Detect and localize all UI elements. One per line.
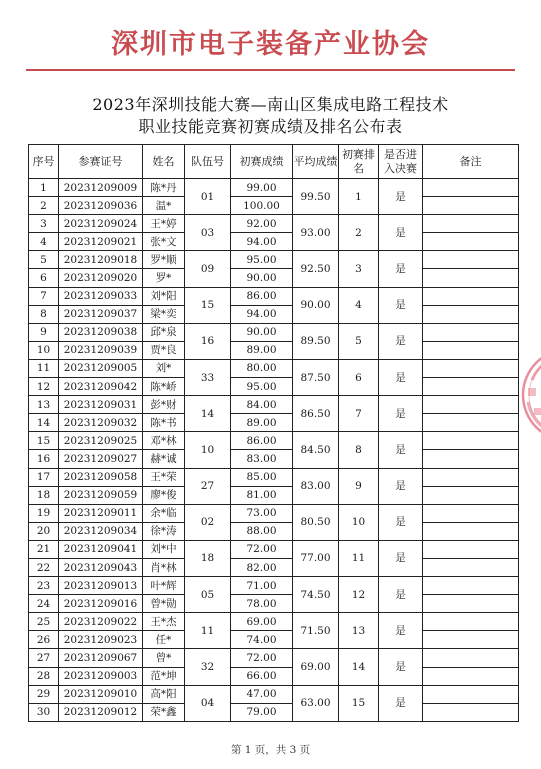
cell-seq: 26 (29, 631, 59, 649)
cell-remark (423, 577, 519, 595)
table-row (29, 432, 519, 450)
cell-score: 71.00 (231, 577, 293, 595)
cell-team: 18 (185, 540, 231, 576)
cell-average: 69.00 (293, 649, 339, 685)
cell-rank: 3 (339, 251, 379, 287)
col-header-remark: 备注 (423, 145, 519, 179)
table-row (29, 414, 519, 432)
document-title-line-2: 职业技能竞赛初赛成绩及排名公布表 (138, 117, 403, 136)
cell-score: 72.00 (231, 649, 293, 667)
cell-rank: 5 (339, 323, 379, 359)
cell-average: 92.50 (293, 251, 339, 287)
table-row (29, 540, 519, 558)
cell-score: 72.00 (231, 540, 293, 558)
cell-cert-id: 20231209058 (59, 468, 143, 486)
cell-team: 09 (185, 251, 231, 287)
cell-team: 27 (185, 468, 231, 504)
cell-cert-id: 20231209033 (59, 287, 143, 305)
cell-name: 邱*泉 (143, 323, 185, 341)
cell-final: 是 (379, 251, 423, 287)
cell-name: 徐*涛 (143, 522, 185, 540)
cell-cert-id: 20231209042 (59, 378, 143, 396)
cell-team: 02 (185, 504, 231, 540)
cell-name: 陈*丹 (143, 179, 185, 197)
cell-seq: 3 (29, 215, 59, 233)
cell-rank: 6 (339, 359, 379, 395)
cell-remark (423, 649, 519, 667)
cell-seq: 1 (29, 179, 59, 197)
cell-score: 84.00 (231, 396, 293, 414)
cell-seq: 14 (29, 414, 59, 432)
header-divider (26, 69, 515, 71)
cell-team: 32 (185, 649, 231, 685)
cell-cert-id: 20231209041 (59, 540, 143, 558)
table-row (29, 378, 519, 396)
cell-score: 73.00 (231, 504, 293, 522)
cell-final: 是 (379, 540, 423, 576)
cell-cert-id: 20231209010 (59, 685, 143, 703)
cell-score: 90.00 (231, 269, 293, 287)
cell-remark (423, 179, 519, 197)
col-header-average: 平均成绩 (293, 145, 339, 179)
cell-average: 87.50 (293, 359, 339, 395)
cell-score: 79.00 (231, 703, 293, 721)
cell-name: 高*阳 (143, 685, 185, 703)
col-header-rank: 初赛排名 (339, 145, 379, 179)
cell-cert-id: 20231209005 (59, 359, 143, 377)
results-table-body (29, 179, 519, 722)
cell-final: 是 (379, 359, 423, 395)
cell-final: 是 (379, 613, 423, 649)
cell-cert-id: 20231209023 (59, 631, 143, 649)
cell-cert-id: 20231209009 (59, 179, 143, 197)
cell-rank: 11 (339, 540, 379, 576)
cell-average: 84.50 (293, 432, 339, 468)
col-header-score: 初赛成绩 (231, 145, 293, 179)
cell-final: 是 (379, 649, 423, 685)
cell-rank: 7 (339, 396, 379, 432)
cell-name: 王*婷 (143, 215, 185, 233)
cell-rank: 12 (339, 577, 379, 613)
cell-final: 是 (379, 179, 423, 215)
cell-name: 邓*林 (143, 432, 185, 450)
cell-average: 90.00 (293, 287, 339, 323)
cell-seq: 12 (29, 378, 59, 396)
cell-score: 89.00 (231, 341, 293, 359)
cell-score: 66.00 (231, 667, 293, 685)
cell-name: 刘* (143, 359, 185, 377)
cell-rank: 15 (339, 685, 379, 721)
col-header-team: 队伍号 (185, 145, 231, 179)
table-row (29, 595, 519, 613)
cell-team: 14 (185, 396, 231, 432)
cell-cert-id: 20231209025 (59, 432, 143, 450)
cell-remark (423, 414, 519, 432)
cell-remark (423, 305, 519, 323)
cell-final: 是 (379, 685, 423, 721)
cell-remark (423, 595, 519, 613)
cell-remark (423, 631, 519, 649)
cell-cert-id: 20231209039 (59, 341, 143, 359)
table-row (29, 468, 519, 486)
cell-remark (423, 269, 519, 287)
cell-cert-id: 20231209037 (59, 305, 143, 323)
table-row (29, 649, 519, 667)
cell-name: 范*坤 (143, 667, 185, 685)
cell-cert-id: 20231209024 (59, 215, 143, 233)
cell-rank: 14 (339, 649, 379, 685)
cell-rank: 9 (339, 468, 379, 504)
cell-score: 86.00 (231, 287, 293, 305)
cell-remark (423, 432, 519, 450)
table-row (29, 251, 519, 269)
cell-remark (423, 468, 519, 486)
cell-team: 01 (185, 179, 231, 215)
cell-team: 15 (185, 287, 231, 323)
cell-score: 88.00 (231, 522, 293, 540)
cell-rank: 4 (339, 287, 379, 323)
cell-name: 罗*顺 (143, 251, 185, 269)
cell-seq: 18 (29, 486, 59, 504)
cell-remark (423, 215, 519, 233)
cell-average: 63.00 (293, 685, 339, 721)
cell-name: 贾*良 (143, 341, 185, 359)
cell-score: 74.00 (231, 631, 293, 649)
table-row (29, 504, 519, 522)
cell-remark (423, 504, 519, 522)
cell-seq: 21 (29, 540, 59, 558)
cell-cert-id: 20231209013 (59, 577, 143, 595)
col-header-final: 是否进入决赛 (379, 145, 423, 179)
cell-remark (423, 522, 519, 540)
cell-score: 95.00 (231, 378, 293, 396)
cell-final: 是 (379, 215, 423, 251)
cell-rank: 2 (339, 215, 379, 251)
cell-name: 王*荣 (143, 468, 185, 486)
cell-remark (423, 287, 519, 305)
cell-team: 33 (185, 359, 231, 395)
cell-average: 86.50 (293, 396, 339, 432)
cell-rank: 13 (339, 613, 379, 649)
cell-score: 100.00 (231, 197, 293, 215)
table-row (29, 486, 519, 504)
cell-name: 刘*中 (143, 540, 185, 558)
table-row (29, 215, 519, 233)
cell-team: 04 (185, 685, 231, 721)
cell-score: 95.00 (231, 251, 293, 269)
table-row (29, 685, 519, 703)
cell-cert-id: 20231209038 (59, 323, 143, 341)
cell-name: 任* (143, 631, 185, 649)
cell-remark (423, 251, 519, 269)
cell-score: 78.00 (231, 595, 293, 613)
cell-cert-id: 20231209032 (59, 414, 143, 432)
cell-name: 廖*俊 (143, 486, 185, 504)
cell-name: 陈*书 (143, 414, 185, 432)
cell-name: 荣*鑫 (143, 703, 185, 721)
table-row (29, 631, 519, 649)
cell-rank: 1 (339, 179, 379, 215)
cell-final: 是 (379, 468, 423, 504)
cell-seq: 19 (29, 504, 59, 522)
col-header-cert-id: 参赛证号 (59, 145, 143, 179)
cell-remark (423, 450, 519, 468)
cell-name: 梁*奕 (143, 305, 185, 323)
cell-rank: 10 (339, 504, 379, 540)
cell-cert-id: 20231209012 (59, 703, 143, 721)
cell-average: 77.00 (293, 540, 339, 576)
cell-remark (423, 540, 519, 558)
cell-name: 刘*阳 (143, 287, 185, 305)
cell-cert-id: 20231209021 (59, 233, 143, 251)
cell-name: 罗* (143, 269, 185, 287)
cell-cert-id: 20231209031 (59, 396, 143, 414)
table-row (29, 558, 519, 576)
cell-seq: 15 (29, 432, 59, 450)
table-row (29, 197, 519, 215)
cell-cert-id: 20231209018 (59, 251, 143, 269)
table-row (29, 341, 519, 359)
cell-seq: 25 (29, 613, 59, 631)
results-table (28, 144, 519, 722)
table-row (29, 577, 519, 595)
page-footer: 第 1 页，共 3 页 (230, 744, 311, 756)
cell-score: 94.00 (231, 305, 293, 323)
document-title-line-1: 2023年深圳技能大赛—南山区集成电路工程技术 (92, 95, 449, 114)
table-row (29, 667, 519, 685)
cell-score: 47.00 (231, 685, 293, 703)
organization-header: 深圳市电子装备产业协会 (111, 29, 430, 60)
cell-score: 92.00 (231, 215, 293, 233)
cell-remark (423, 359, 519, 377)
cell-name: 赫*诚 (143, 450, 185, 468)
official-seal-stamp (514, 340, 541, 450)
cell-score: 69.00 (231, 613, 293, 631)
table-header-row (29, 145, 519, 179)
cell-seq: 11 (29, 359, 59, 377)
cell-cert-id: 20231209011 (59, 504, 143, 522)
cell-remark (423, 703, 519, 721)
cell-final: 是 (379, 432, 423, 468)
cell-seq: 9 (29, 323, 59, 341)
table-row (29, 233, 519, 251)
cell-seq: 6 (29, 269, 59, 287)
cell-team: 11 (185, 613, 231, 649)
cell-cert-id: 20231209027 (59, 450, 143, 468)
cell-final: 是 (379, 504, 423, 540)
cell-name: 叶*辉 (143, 577, 185, 595)
cell-cert-id: 20231209034 (59, 522, 143, 540)
col-header-seq: 序号 (29, 145, 59, 179)
cell-final: 是 (379, 396, 423, 432)
cell-name: 王*杰 (143, 613, 185, 631)
table-row (29, 703, 519, 721)
cell-team: 03 (185, 215, 231, 251)
cell-score: 94.00 (231, 233, 293, 251)
table-row (29, 287, 519, 305)
cell-name: 温* (143, 197, 185, 215)
cell-name: 张*文 (143, 233, 185, 251)
table-row (29, 179, 519, 197)
cell-cert-id: 20231209036 (59, 197, 143, 215)
col-header-name: 姓名 (143, 145, 185, 179)
cell-remark (423, 558, 519, 576)
cell-score: 85.00 (231, 468, 293, 486)
cell-seq: 20 (29, 522, 59, 540)
cell-average: 80.50 (293, 504, 339, 540)
cell-rank: 8 (339, 432, 379, 468)
cell-score: 81.00 (231, 486, 293, 504)
cell-cert-id: 20231209020 (59, 269, 143, 287)
cell-team: 05 (185, 577, 231, 613)
cell-seq: 4 (29, 233, 59, 251)
cell-name: 余*临 (143, 504, 185, 522)
cell-score: 82.00 (231, 558, 293, 576)
table-row (29, 305, 519, 323)
cell-average: 71.50 (293, 613, 339, 649)
cell-remark (423, 323, 519, 341)
cell-seq: 13 (29, 396, 59, 414)
cell-name: 肖*林 (143, 558, 185, 576)
cell-seq: 22 (29, 558, 59, 576)
cell-remark (423, 613, 519, 631)
cell-seq: 28 (29, 667, 59, 685)
cell-team: 16 (185, 323, 231, 359)
cell-seq: 7 (29, 287, 59, 305)
cell-name: 彭*财 (143, 396, 185, 414)
cell-remark (423, 667, 519, 685)
table-row (29, 613, 519, 631)
cell-score: 86.00 (231, 432, 293, 450)
cell-seq: 8 (29, 305, 59, 323)
cell-cert-id: 20231209016 (59, 595, 143, 613)
cell-remark (423, 378, 519, 396)
cell-seq: 23 (29, 577, 59, 595)
cell-remark (423, 341, 519, 359)
cell-score: 90.00 (231, 323, 293, 341)
table-row (29, 323, 519, 341)
cell-remark (423, 197, 519, 215)
cell-name: 曾* (143, 649, 185, 667)
table-row (29, 396, 519, 414)
cell-final: 是 (379, 577, 423, 613)
table-row (29, 269, 519, 287)
table-row (29, 522, 519, 540)
cell-final: 是 (379, 323, 423, 359)
cell-average: 99.50 (293, 179, 339, 215)
cell-score: 80.00 (231, 359, 293, 377)
cell-remark (423, 396, 519, 414)
cell-team: 10 (185, 432, 231, 468)
cell-remark (423, 233, 519, 251)
cell-cert-id: 20231209059 (59, 486, 143, 504)
cell-seq: 2 (29, 197, 59, 215)
cell-average: 83.00 (293, 468, 339, 504)
cell-score: 89.00 (231, 414, 293, 432)
cell-score: 83.00 (231, 450, 293, 468)
cell-remark (423, 685, 519, 703)
cell-average: 74.50 (293, 577, 339, 613)
cell-cert-id: 20231209003 (59, 667, 143, 685)
cell-cert-id: 20231209022 (59, 613, 143, 631)
cell-seq: 29 (29, 685, 59, 703)
cell-name: 陈*峤 (143, 378, 185, 396)
cell-seq: 24 (29, 595, 59, 613)
cell-final: 是 (379, 287, 423, 323)
cell-name: 曾*勋 (143, 595, 185, 613)
table-row (29, 359, 519, 377)
cell-average: 89.50 (293, 323, 339, 359)
cell-remark (423, 486, 519, 504)
cell-seq: 30 (29, 703, 59, 721)
cell-average: 93.00 (293, 215, 339, 251)
cell-seq: 16 (29, 450, 59, 468)
cell-seq: 27 (29, 649, 59, 667)
cell-score: 99.00 (231, 179, 293, 197)
cell-seq: 5 (29, 251, 59, 269)
cell-cert-id: 20231209043 (59, 558, 143, 576)
cell-seq: 17 (29, 468, 59, 486)
cell-cert-id: 20231209067 (59, 649, 143, 667)
table-row (29, 450, 519, 468)
cell-seq: 10 (29, 341, 59, 359)
